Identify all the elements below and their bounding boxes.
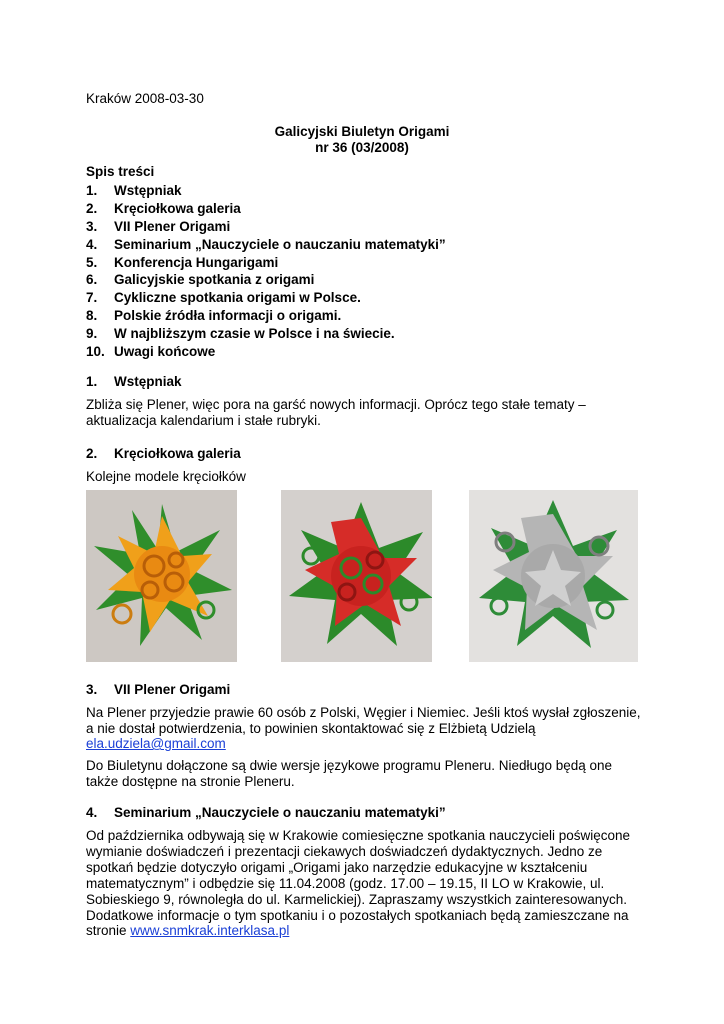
toc-item-label: Polskie źródła informacji o origami.: [114, 308, 342, 323]
toc-item-label: W najbliższym czasie w Polsce i na świecie.: [114, 326, 395, 341]
toc-item-number: 6.: [86, 272, 98, 287]
section-4-line: Od października odbywają się w Krakowie comiesięczne spotkania nauczycieli poświęcone: [86, 828, 631, 843]
toc-item[interactable]: [86, 343, 215, 360]
bulletin-title: Galicyjski Biuletyn Origami: [274, 124, 450, 139]
section-4-line: matematycznym” i odbędzie się 11.04.2008 (godz. 17.00 – 19.15, II LO w Krakowie, ul.: [86, 876, 605, 891]
toc-heading: Spis treści: [86, 164, 155, 179]
place-date: Kraków 2008-03-30: [86, 91, 204, 106]
email-link[interactable]: ela.udziela@gmail.com: [86, 736, 226, 751]
snmkrak-link[interactable]: www.snmkrak.interklasa.pl: [130, 923, 290, 938]
toc-item[interactable]: [86, 236, 446, 253]
section-3-line: Na Plener przyjedzie prawie 60 osób z Polski, Węgier i Niemiec. Jeśli ktoś wysłał zgłoszenie,: [86, 705, 641, 720]
toc-item[interactable]: [86, 325, 395, 342]
origami-ball-red-green-image: [281, 490, 432, 662]
section-3-heading: 3. VII Plener Origami: [86, 682, 231, 697]
section-1-heading: 1. Wstępniak: [86, 374, 182, 389]
toc-item[interactable]: [86, 254, 278, 271]
section-4-last-line: stronie www.snmkrak.interklasa.pl: [86, 923, 290, 938]
section-4-line: Sobieskiego 9, równoległa do ul. Karmelickiej). Zapraszamy wszystkich zainteresowanych.: [86, 892, 627, 907]
section-1-line: Zbliża się Plener, więc pora na garść nowych informacji. Oprócz tego stałe tematy –: [86, 397, 586, 412]
toc-item-label: Kręciołkowa galeria: [114, 201, 241, 216]
section-3-line: a nie dostał potwierdzenia, to powinien skontaktować się z Elżbietą Udzielą: [86, 721, 536, 736]
toc-item[interactable]: [86, 200, 241, 217]
section-1-line: aktualizacja kalendarium i stałe rubryki.: [86, 413, 321, 428]
toc-item-number: 7.: [86, 290, 98, 305]
toc-item[interactable]: [86, 289, 361, 306]
toc-item[interactable]: [86, 271, 314, 288]
toc-item-number: 3.: [86, 219, 98, 234]
section-4-line: wymianie doświadczeń i prezentacji ciekawych doświadczeń dydaktycznych. Jedno ze: [86, 844, 603, 859]
toc-item-label: Galicyjskie spotkania z origami: [114, 272, 315, 287]
toc-item-number: 2.: [86, 201, 98, 216]
section-2-heading: 2. Kręciołkowa galeria: [86, 446, 241, 461]
section-4-heading: 4. Seminarium „Nauczyciele o nauczaniu matematyki”: [86, 805, 446, 820]
origami-ball-silver-green-image: [469, 490, 638, 662]
photo-kreciolek-orange-green: [86, 490, 237, 662]
section-3-line: Do Biuletynu dołączone są dwie wersje językowe programu Pleneru. Niedługo będą one: [86, 758, 613, 773]
toc-item-number: 8.: [86, 308, 98, 323]
toc-item[interactable]: [86, 182, 182, 199]
toc-item-number: 1.: [86, 183, 98, 198]
section-3-line: także dostępne na stronie Pleneru.: [86, 774, 295, 789]
toc-item-number: 9.: [86, 326, 98, 341]
toc-item-label: Konferencja Hungarigami: [114, 255, 279, 270]
section-4-line: spotkań będzie dotyczyło origami „Origami jako narzędzie edukacyjne w kształceniu: [86, 860, 588, 875]
toc-item-number: 10.: [86, 344, 105, 359]
toc-item[interactable]: [86, 218, 230, 235]
toc-item[interactable]: [86, 307, 341, 324]
photo-kreciolek-red-green: [281, 490, 432, 662]
section-4-line: Dodatkowe informacje o tym spotkaniu i o pozostałych spotkaniach będą zamieszczane na: [86, 908, 629, 923]
bulletin-issue: nr 36 (03/2008): [315, 140, 409, 155]
origami-ball-orange-green-image: [86, 490, 237, 662]
toc-item-label: Wstępniak: [114, 183, 182, 198]
toc-item-number: 4.: [86, 237, 98, 252]
photo-kreciolek-silver-green: [469, 490, 638, 662]
toc-item-label: Cykliczne spotkania origami w Polsce.: [114, 290, 361, 305]
section-2-intro: Kolejne modele kręciołków: [86, 469, 246, 484]
toc-item-label: Seminarium „Nauczyciele o nauczaniu matematyki”: [114, 237, 446, 252]
toc-item-label: Uwagi końcowe: [114, 344, 216, 359]
email-link-line: [86, 735, 226, 752]
toc-item-label: VII Plener Origami: [114, 219, 231, 234]
toc-item-number: 5.: [86, 255, 98, 270]
